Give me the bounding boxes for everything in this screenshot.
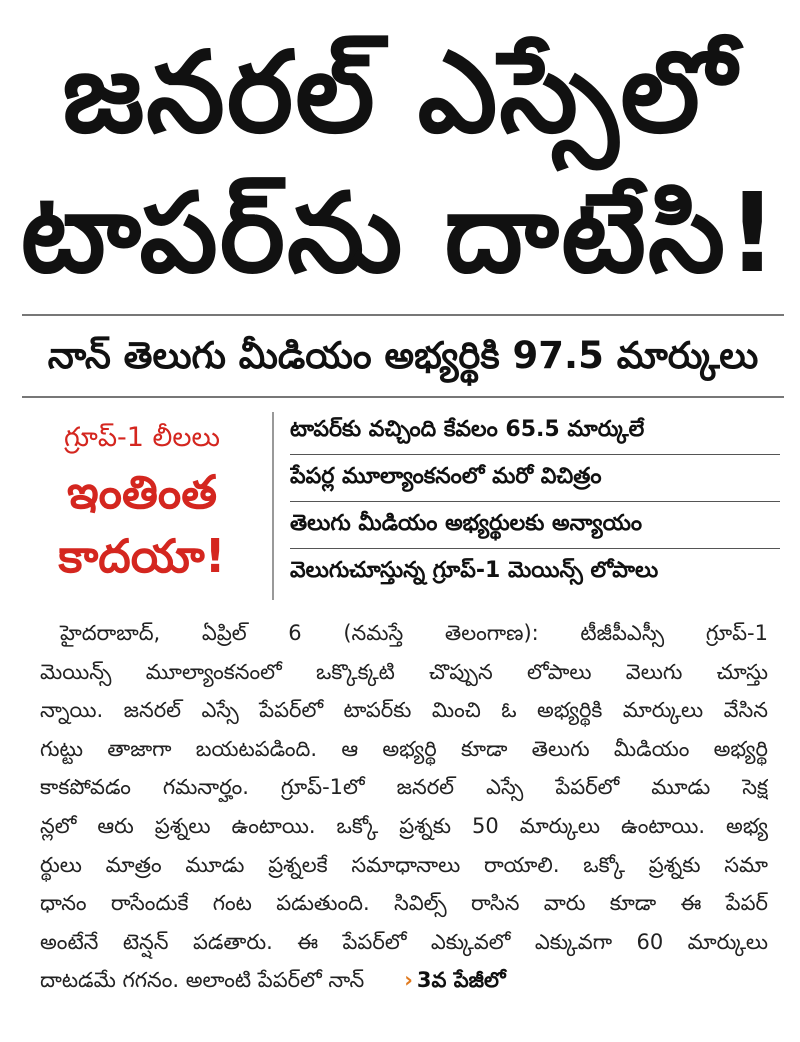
body-line: ర్థులు మాత్రం మూడు ప్రశ్నలకే సమాధానాలు రాయాలి. ఒక్కో ప్రశ్నకు సమా (40, 852, 768, 877)
body-line: న్లలో ఆరు ప్రశ్నలు ఉంటాయి. ఒక్కో ప్రశ్నకు 50 మార్కులు ఉంటాయి. అభ్య (40, 813, 768, 838)
body-line-last (40, 961, 768, 1000)
continued-on-page[interactable] (404, 968, 505, 992)
arrow-right-icon: › (404, 968, 413, 993)
sidebar-headline-1: ఇంతింత (66, 465, 218, 519)
highlights-list (290, 408, 780, 596)
divider-middle (22, 396, 784, 398)
body-line: కాకపోవడం గమనార్హం. గ్రూప్‌-1లో జనరల్‌ ఎస్సే పేపర్‌లో మూడు సెక్ష (40, 775, 768, 800)
highlight-item: పేపర్ల మూల్యాంకనంలో మరో విచిత్రం (290, 455, 780, 502)
highlight-item: టాపర్‌కు వచ్చింది కేవలం 65.5 మార్కులే (290, 408, 780, 455)
divider-top (22, 314, 784, 316)
body-line: న్నాయి. జనరల్‌ ఎస్సే పేపర్‌లో టాపర్‌కు మించి ఓ అభ్యర్థికి మార్కులు వేసిన (40, 698, 768, 723)
body-line: ధానం రాసేందుకే గంట పడుతుంది. సివిల్స్‌ రాసిన వారు కూడా ఈ పేపర్‌ (40, 891, 768, 916)
vertical-divider (272, 412, 274, 600)
highlight-item: వెలుగుచూస్తున్న గ్రూప్‌-1 మెయిన్స్‌ లోపాలు (290, 558, 659, 583)
headline-line-2: టాపర్‌ను దాటేసి! (20, 169, 780, 297)
sidebar-box (22, 416, 262, 600)
body-line: మెయిన్స్‌ మూల్యాంకనంలో ఒక్కొక్కటి చొప్పున లోపాలు వెలుగు చూస్తు (40, 659, 768, 684)
body-line: గుట్టు తాజాగా బయటపడింది. ఆ అభ్యర్థి కూడా తెలుగు మీడియం అభ్యర్థి (40, 736, 768, 761)
body-line: అంటేనే టెన్షన్‌ పడతారు. ఈ పేపర్‌లో ఎక్కువలో ఎక్కువగా 60 మార్కులు (40, 929, 768, 954)
sidebar-kicker: గ్రూప్‌-1 లీలలు (64, 422, 220, 453)
headline-line-1: జనరల్‌ ఎస్సేలో (62, 28, 738, 158)
highlight-item: తెలుగు మీడియం అభ్యర్థులకు అన్యాయం (290, 502, 780, 549)
sidebar-headline-2: కాదయా! (58, 529, 226, 583)
subheadline: నాన్‌ తెలుగు మీడియం అభ్యర్థికి 97.5 మార్కులు (47, 334, 759, 377)
body-line: హైదరాబాద్‌, ఏప్రిల్‌ 6 (నమస్తే తెలంగాణ): టీజీపీఎస్సీ గ్రూప్‌-1 (60, 621, 768, 645)
continued-label: 3వ పేజీలో (416, 968, 506, 993)
article-body (40, 614, 768, 1000)
body-line-text: దాటడమే గగనం. అలాంటి పేపర్‌లో నాన్‌ (40, 968, 365, 993)
